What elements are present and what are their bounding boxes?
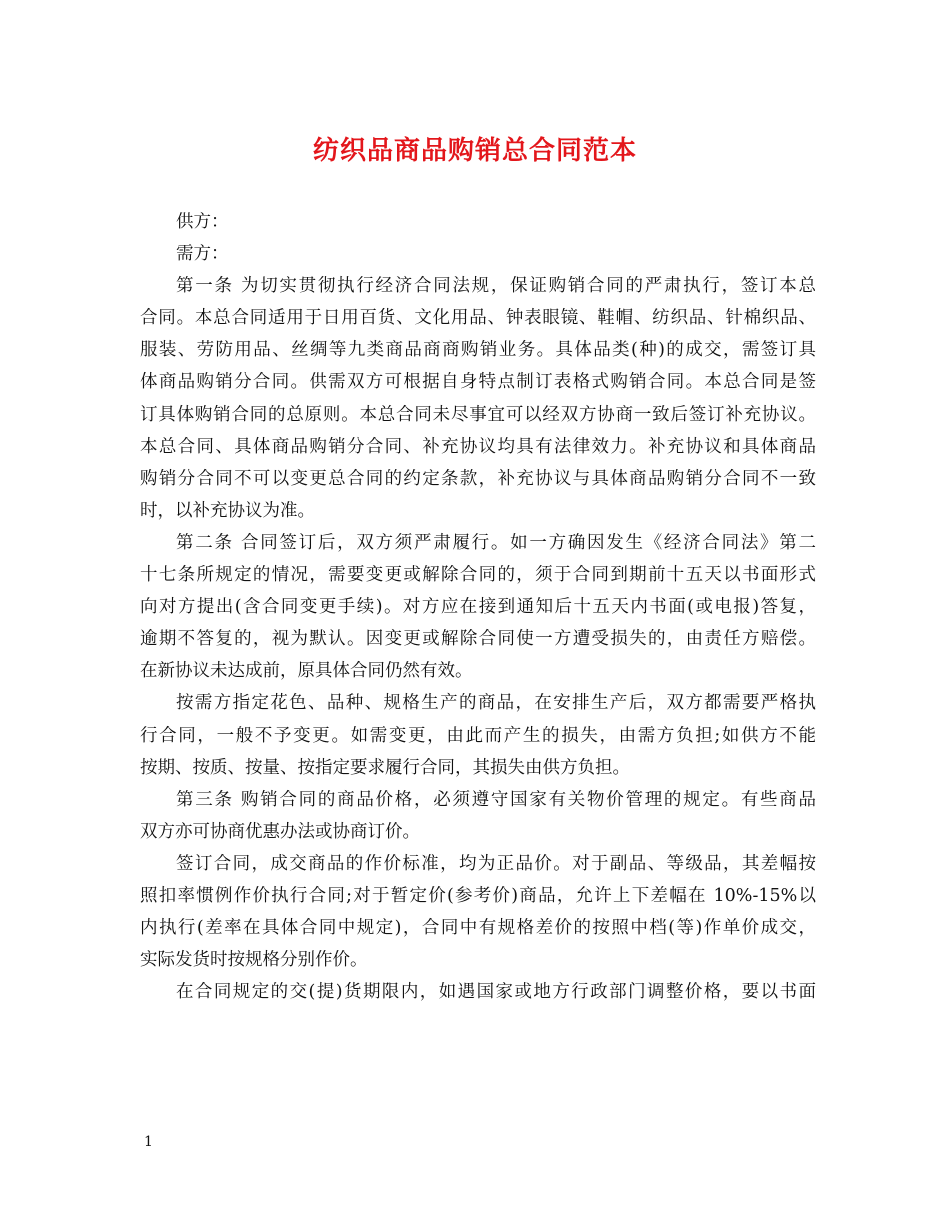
document-body — [140, 206, 816, 1008]
body-line: 照扣率惯例作价执行合同;对于暂定价(参考价)商品，允许上下差幅在 10%-15%以 — [140, 885, 816, 906]
body-line: 内执行(差率在具体合同中规定)，合同中有规格差价的按照中档(等)作单价成交， — [140, 918, 816, 939]
body-line: 体商品购销分合同。供需双方可根据自身特点制订表格式购销合同。本总合同是签 — [140, 372, 816, 393]
body-line: 第一条 为切实贯彻执行经济合同法规，保证购销合同的严肃执行，签订本总 — [176, 276, 816, 297]
body-line: 时，以补充协议为准。 — [140, 500, 315, 521]
body-line: 按需方指定花色、品种、规格生产的商品，在安排生产后，双方都需要严格执 — [176, 693, 816, 714]
body-line: 第三条 购销合同的商品价格，必须遵守国家有关物价管理的规定。有些商品 — [176, 789, 816, 810]
body-line: 本总合同、具体商品购销分合同、补充协议均具有法律效力。补充协议和具体商品 — [140, 436, 816, 457]
body-line: 服装、劳防用品、丝绸等九类商品商商购销业务。具体品类(种)的成交，需签订具 — [140, 340, 816, 361]
body-line: 行合同，一般不予变更。如需变更，由此而产生的损失，由需方负担;如供方不能 — [140, 725, 816, 746]
body-line: 十七条所规定的情况，需要变更或解除合同的，须于合同到期前十五天以书面形式 — [140, 565, 816, 586]
body-line: 逾期不答复的，视为默认。因变更或解除合同使一方遭受损失的，由责任方赔偿。 — [140, 629, 816, 650]
body-line: 在合同规定的交(提)货期限内，如遇国家或地方行政部门调整价格，要以书面 — [176, 982, 816, 1003]
body-line: 第二条 合同签订后，双方须严肃履行。如一方确因发生《经济合同法》第二 — [176, 532, 816, 553]
body-line: 向对方提出(含合同变更手续)。对方应在接到通知后十五天内书面(或电报)答复， — [140, 597, 816, 618]
body-line: 双方亦可协商优惠办法或协商订价。 — [140, 821, 420, 842]
body-line: 按期、按质、按量、按指定要求履行合同，其损失由供方负担。 — [140, 757, 630, 778]
body-line: 购销分合同不可以变更总合同的约定条款，补充协议与具体商品购销分合同不一致 — [140, 468, 816, 489]
body-line: 在新协议未达成前，原具体合同仍然有效。 — [140, 661, 473, 682]
page-number: 1 — [144, 1134, 153, 1150]
body-line: 签订合同，成交商品的作价标准，均为正品价。对于副品、等级品，其差幅按 — [176, 853, 816, 874]
document-title: 纺织品商品购销总合同范本 — [312, 136, 637, 166]
body-line: 订具体购销合同的总原则。本总合同未尽事宜可以经双方协商一致后签订补充协议。 — [140, 404, 816, 425]
body-line: 供方： — [176, 212, 229, 232]
body-line: 实际发货时按规格分别作价。 — [140, 950, 368, 971]
body-line: 需方： — [176, 244, 229, 265]
body-line: 合同。本总合同适用于日用百货、文化用品、钟表眼镜、鞋帽、纺织品、针棉织品、 — [140, 308, 816, 329]
